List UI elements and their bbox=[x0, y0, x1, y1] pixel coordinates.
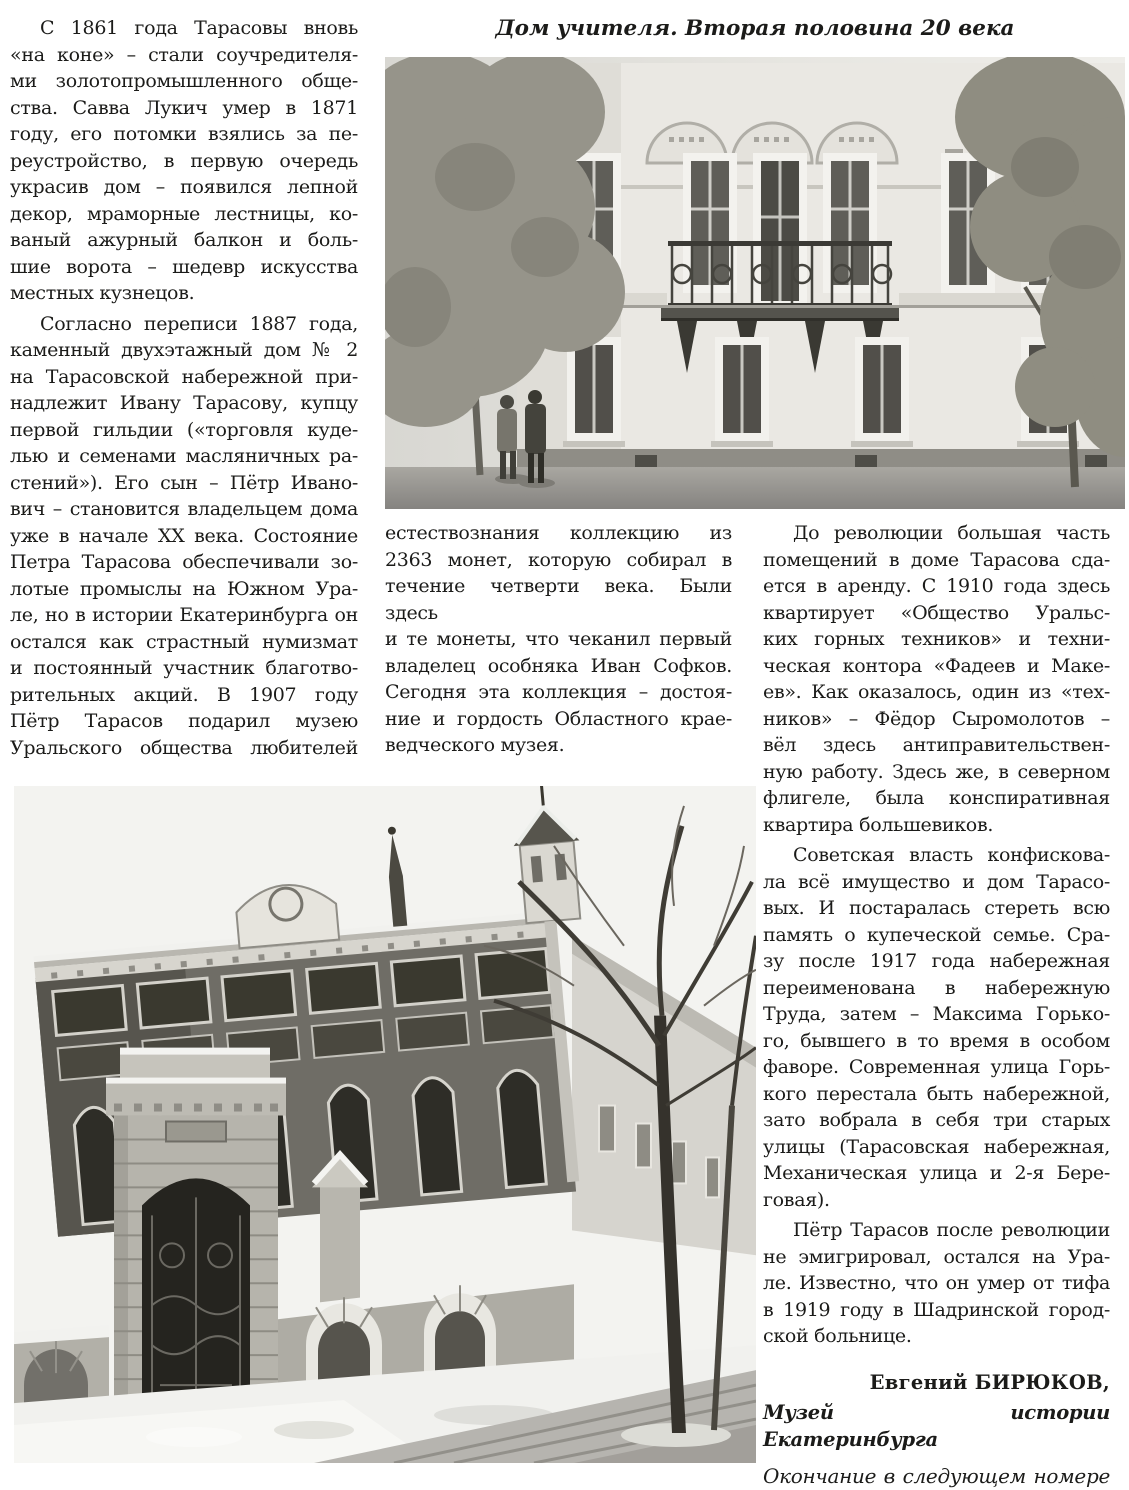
text-line: Труда, затем – Максима Горько- bbox=[763, 1003, 1110, 1025]
text-line: говая). bbox=[763, 1188, 830, 1211]
text-line: ческая контора «Фадеев и Маке- bbox=[763, 654, 1110, 677]
text-line: ла всё имущество и дом Тарасо- bbox=[763, 870, 1110, 893]
text-line: стений»). Его сын – Пётр Ивано- bbox=[10, 471, 358, 494]
text-line: украсив дом – появился лепной bbox=[10, 176, 358, 198]
to-be-continued-note: Окончание в следующем номере bbox=[763, 1464, 1110, 1488]
paragraph bbox=[10, 15, 358, 307]
text-line: шие ворота – шедевр искусства bbox=[10, 255, 358, 278]
text-line: не эмигрировал, остался на Ура- bbox=[763, 1245, 1110, 1268]
text-line: переименована в набережную bbox=[763, 976, 1110, 999]
text-line: го, бывшего в то время в особом bbox=[763, 1029, 1110, 1052]
text-line: ми золотопромышленного обще- bbox=[10, 70, 358, 92]
text-line: ев». Как оказалось, один из «тех- bbox=[763, 681, 1110, 703]
text-line: вич – становится владельцем дома bbox=[10, 498, 358, 520]
text-line: Сегодня эта коллекция – достоя- bbox=[385, 681, 732, 703]
fence-pillar bbox=[312, 1154, 368, 1313]
text-line: Петра Тарасова обеспечивали зо- bbox=[10, 551, 358, 573]
text-line: надлежит Ивану Тарасову, купцу bbox=[10, 392, 358, 414]
text-line: помещений в доме Тарасова сда- bbox=[763, 548, 1110, 571]
photo-bottom bbox=[14, 786, 756, 1463]
text-line: квартирует «Общество Уральс- bbox=[763, 601, 1110, 624]
text-line: ную работу. Здесь же, в северном bbox=[763, 760, 1110, 783]
author-name: Евгений БИРЮКОВ, bbox=[869, 1370, 1110, 1394]
text-line: остался как страстный нумизмат bbox=[10, 630, 358, 653]
text-line: первой гильдии («торговля куде- bbox=[10, 418, 358, 441]
tarasov-house-winter-art bbox=[14, 786, 756, 1463]
paragraph bbox=[763, 520, 1110, 838]
text-line: Советская власть конфискова- bbox=[793, 844, 1110, 866]
text-line: «на коне» – стали соучредителя- bbox=[10, 43, 358, 66]
paragraph bbox=[385, 520, 732, 759]
text-line: естествознания коллекцию из bbox=[385, 522, 732, 544]
text-line: вёл здесь антиправительствен- bbox=[763, 734, 1110, 756]
text-line: Пётр Тарасов после революции bbox=[793, 1219, 1110, 1241]
text-line: ской больнице. bbox=[763, 1325, 912, 1347]
paragraph bbox=[10, 311, 358, 762]
text-line: ников» – Фёдор Сыромолотов – bbox=[763, 707, 1110, 730]
text-line: зато вобрала в себя три старых bbox=[763, 1109, 1110, 1131]
text-line: зу после 1917 года набережная bbox=[763, 950, 1110, 972]
author-affiliation: Музей истории Екатеринбурга bbox=[763, 1401, 1110, 1451]
text-line: ведческого музея. bbox=[385, 734, 565, 756]
text-line: память о купеческой семье. Сра- bbox=[763, 923, 1110, 946]
byline bbox=[763, 1370, 1110, 1490]
left-text-column bbox=[10, 15, 358, 765]
middle-text-column bbox=[385, 520, 732, 763]
text-line: ле, но в истории Екатеринбурга он bbox=[10, 604, 358, 626]
teacher-house-photo-art bbox=[385, 57, 1125, 509]
text-line: рительных акций. В 1907 году bbox=[10, 683, 358, 706]
text-line: уже в начале XX века. Состояние bbox=[10, 524, 358, 547]
paragraph bbox=[763, 842, 1110, 1213]
text-line: и постоянный участник благотво- bbox=[10, 657, 358, 679]
text-line: ется в аренду. С 1910 года здесь bbox=[763, 575, 1110, 597]
text-line: вых. И постаралась стереть всю bbox=[763, 897, 1110, 919]
right-text-column bbox=[763, 520, 1110, 1490]
text-line: Пётр Тарасов подарил музею bbox=[10, 710, 358, 732]
text-line: в 1919 году в Шадринской город- bbox=[763, 1298, 1110, 1321]
text-line: фаворе. Современная улица Горь- bbox=[763, 1056, 1110, 1078]
text-line: каменный двухэтажный дом № 2 bbox=[10, 339, 358, 361]
text-line: ства. Савва Лукич умер в 1871 bbox=[10, 96, 358, 119]
text-line: местных кузнецов. bbox=[10, 282, 195, 304]
text-line: Согласно переписи 1887 года, bbox=[40, 312, 358, 335]
text-line: декор, мраморные лестницы, ко- bbox=[10, 202, 358, 225]
text-line: году, его потомки взялись за пе- bbox=[10, 123, 358, 145]
text-line: улицы (Тарасовская набережная, bbox=[763, 1135, 1110, 1158]
text-line: Уральского общества любителей bbox=[10, 736, 358, 759]
paragraph bbox=[763, 1217, 1110, 1350]
pavement bbox=[385, 467, 1125, 509]
text-line: 2363 монет, которую собирал в bbox=[385, 548, 732, 571]
photo-caption: Дом учителя. Вторая половина 20 века bbox=[495, 16, 1015, 41]
text-line: ваный ажурный балкон и боль- bbox=[10, 229, 358, 251]
text-line: и те монеты, что чеканил первый bbox=[385, 628, 732, 650]
text-line: ких горных техников» и техни- bbox=[763, 628, 1110, 650]
text-line: течение четверти века. Были здесь bbox=[385, 575, 732, 624]
text-line: владелец особняка Иван Софков. bbox=[385, 654, 732, 677]
text-line: лотые промыслы на Южном Ура- bbox=[10, 577, 358, 600]
text-line: кого перестала быть набережной, bbox=[763, 1082, 1110, 1105]
text-line: Механическая улица и 2-я Бере- bbox=[763, 1162, 1110, 1184]
text-line: лью и семенами масляничных ра- bbox=[10, 445, 358, 467]
text-line: ле. Известно, что он умер от тифа bbox=[763, 1272, 1110, 1294]
text-line: С 1861 года Тарасовы вновь bbox=[40, 17, 358, 39]
text-line: реустройство, в первую очередь bbox=[10, 149, 358, 172]
text-line: квартира большевиков. bbox=[763, 813, 994, 836]
text-line: До революции большая часть bbox=[793, 522, 1110, 544]
photo-top bbox=[385, 57, 1125, 509]
text-line: на Тарасовской набережной при- bbox=[10, 365, 358, 388]
text-line: флигеле, была конспиративная bbox=[763, 787, 1110, 809]
text-line: ние и гордость Областного крае- bbox=[385, 707, 732, 730]
stone-gate bbox=[106, 1048, 286, 1433]
